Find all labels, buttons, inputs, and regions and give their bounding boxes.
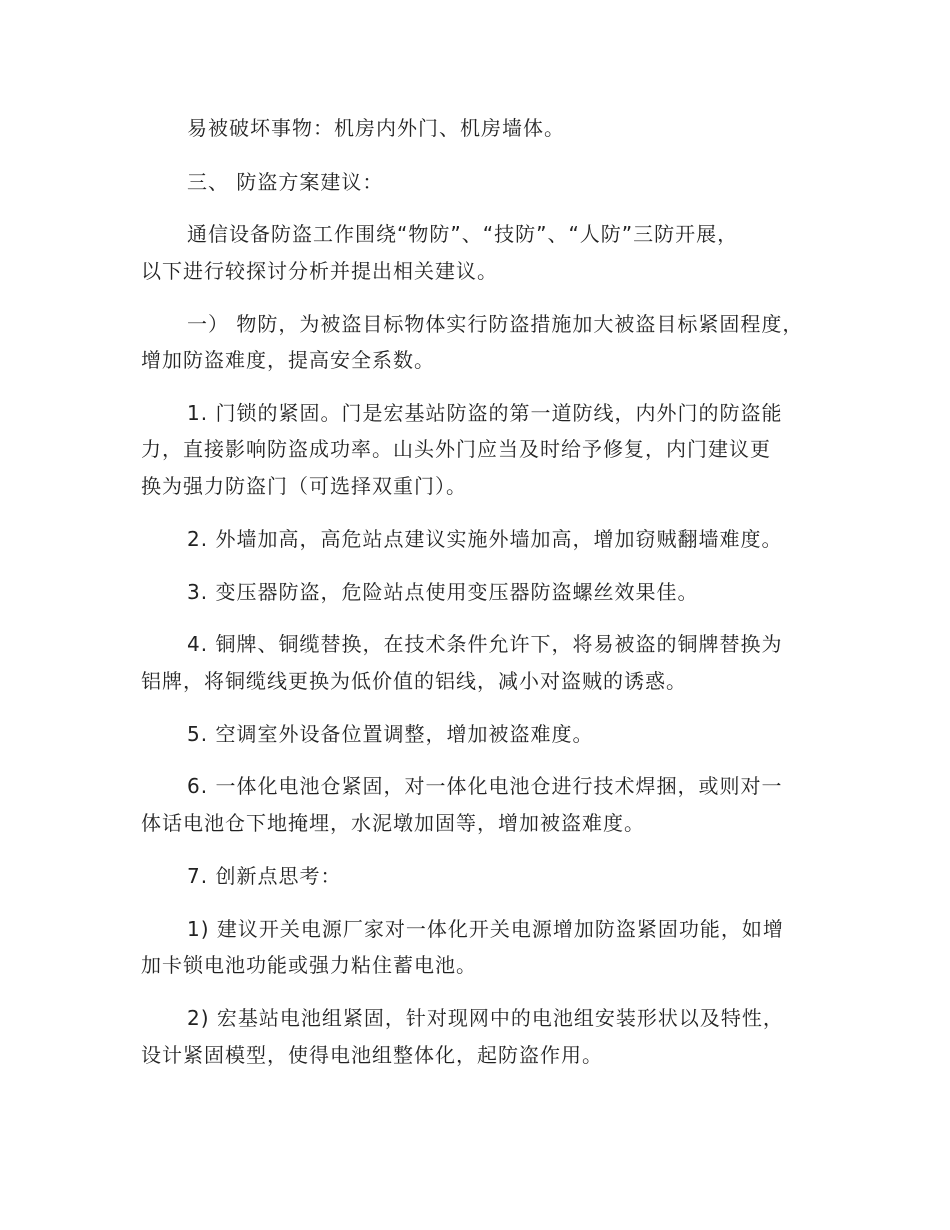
list-item: 2) 宏基站电池组紧固，针对现网中的电池组安装形状以及特性，: [187, 1006, 784, 1030]
text-line: 增加防盗难度，提高安全系数。: [141, 348, 435, 372]
text-line: 通信设备防盗工作围绕“物防”、“技防”、“人防”三防开展，: [187, 222, 739, 246]
list-item: 1) 建议开关电源厂家对一体化开关电源增加防盗紧固功能，如增: [187, 917, 784, 941]
subsection-heading: 一） 物防，为被盗目标物体实行防盗措施加大被盗目标紧固程度，: [187, 312, 804, 336]
text-line: 力，直接影响防盗成功率。山头外门应当及时给予修复，内门建议更: [141, 437, 771, 461]
list-item: 1. 门锁的紧固。门是宏基站防盗的第一道防线，内外门的防盗能: [187, 401, 783, 425]
text-line: 易被破坏事物：机房内外门、机房墙体。: [187, 116, 565, 140]
text-line: 设计紧固模型，使得电池组整体化，起防盗作用。: [141, 1043, 603, 1067]
list-item: 2. 外墙加高，高危站点建议实施外墙加高，增加窃贼翻墙难度。: [187, 527, 783, 551]
list-item: 6. 一体化电池仓紧固，对一体化电池仓进行技术焊捆，或则对一: [187, 774, 783, 798]
text-line: 换为强力防盗门（可选择双重门）。: [141, 474, 467, 498]
list-item: 5. 空调室外设备位置调整，增加被盗难度。: [187, 722, 594, 746]
list-item: 4. 铜牌、铜缆替换，在技术条件允许下，将易被盗的铜牌替换为: [187, 632, 783, 656]
text-line: 以下进行较探讨分析并提出相关建议。: [141, 259, 498, 283]
list-item: 7. 创新点思考：: [187, 864, 342, 888]
text-line: 铝牌，将铜缆线更换为低价值的铝线，减小对盗贼的诱惑。: [141, 669, 687, 693]
text-line: 加卡锁电池功能或强力粘住蓄电池。: [141, 953, 477, 977]
text-line: 体话电池仓下地掩埋，水泥墩加固等，增加被盗难度。: [141, 811, 645, 835]
list-item: 3. 变压器防盗，危险站点使用变压器防盗螺丝效果佳。: [187, 580, 699, 604]
section-heading: 三、 防盗方案建议：: [187, 170, 384, 194]
